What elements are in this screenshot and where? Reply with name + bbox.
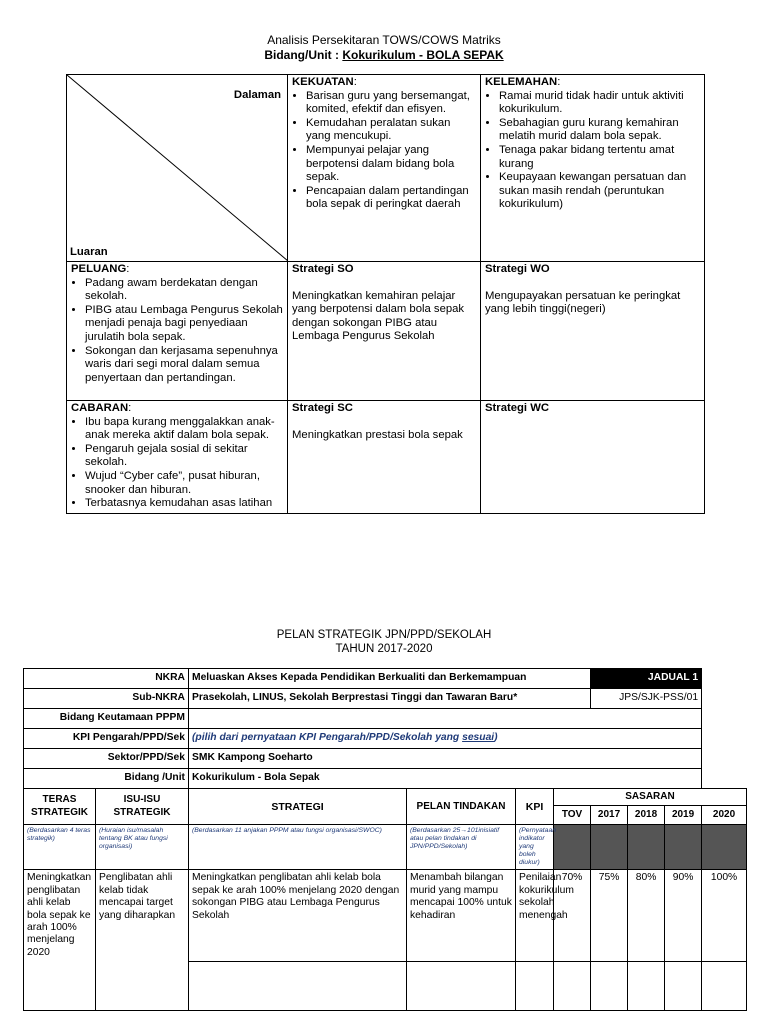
- note-isu: (Huraian isu/masalah tentang BK atau fungsi organisasi): [96, 825, 189, 870]
- luaran-label: Luaran: [70, 246, 108, 259]
- shaded-cell: [554, 825, 591, 870]
- strategi-sc-cell: [288, 401, 481, 514]
- list-item: • Pengaruh gejala sosial di sekitar sekolah.: [85, 443, 283, 470]
- list-item: • Kemudahan peralatan sukan yang mencukupi.: [306, 117, 476, 144]
- header-pelan-tindakan: PELAN TINDAKAN: [407, 789, 516, 825]
- tows-bidang-label: Bidang/Unit :: [264, 48, 343, 62]
- tows-matrix-table: [66, 74, 705, 514]
- jadual-badge: JADUAL 1: [591, 669, 702, 689]
- list-item: • PIBG atau Lembaga Pengurus Sekolah menjadi penaja bagi penyediaan jurulatih bola sepak.: [85, 304, 283, 345]
- list-item: • Ibu bapa kurang menggalakkan anak-anak mereka aktif dalam bola sepak.: [85, 416, 283, 443]
- dalaman-luaran-cell: [67, 75, 288, 262]
- shaded-cell: [628, 825, 665, 870]
- dalaman-label: Dalaman: [233, 89, 281, 101]
- empty-cell: [702, 962, 747, 1011]
- sasaran-2020: 100%: [702, 870, 747, 962]
- kekuatan-cell: KEKUATAN: • Barisan guru yang bersemangat, komited, efektif dan efisyen. • Kemudahan peralatan sukan yang mencukupi. • Mempunyai pelajar yang berpotensi dalam bidang bola sepak. • Pencapaian dalam pertandingan bola sepak di peringkat daerah: [288, 75, 481, 262]
- strategi-wo-cell: [481, 262, 705, 401]
- note-kpi: (Pernyataan indikator yang boleh diukur): [516, 825, 554, 870]
- sektor-label: Sektor/PPD/Sek: [24, 749, 189, 769]
- tows-bidang-value: Kokurikulum - BOLA SEPAK: [342, 48, 504, 62]
- header-kpi: KPI: [516, 789, 554, 825]
- bidang-pppm-label: Bidang Keutamaan PPPM: [24, 709, 189, 729]
- kpi-pengarah-label: KPI Pengarah/PPD/Sek: [24, 729, 189, 749]
- kekuatan-heading: KEKUATAN: [292, 76, 354, 88]
- bidang-unit-label: Bidang /Unit: [24, 769, 189, 789]
- empty-cell: [554, 962, 591, 1011]
- sasaran-2017: 75%: [591, 870, 628, 962]
- list-item: • Wujud “Cyber cafe”, pusat hiburan, snooker dan hiburan.: [85, 470, 283, 497]
- list-item: • Padang awam berdekatan dengan sekolah.: [85, 277, 283, 304]
- isu-value: Penglibatan ahli kelab tidak mencapai target yang diharapkan: [96, 870, 189, 1011]
- peluang-list: [71, 277, 283, 386]
- sasaran-2019: 90%: [665, 870, 702, 962]
- list-item: • Ramai murid tidak hadir untuk aktiviti kokurikulum.: [499, 90, 700, 117]
- bidang-pppm-value: [189, 709, 702, 729]
- header-year-2019: 2019: [665, 806, 702, 825]
- strategi-wo-text: Mengupayakan persatuan ke peringkat yang lebih tinggi(negeri): [485, 289, 681, 316]
- header-isu: ISU-ISU STRATEGIK: [96, 789, 189, 825]
- tows-title: Analisis Persekitaran TOWS/COWS Matriks: [267, 33, 501, 47]
- kpi-value: Penilaian kokurikulum sekolah menengah: [516, 870, 554, 962]
- kelemahan-cell: KELEMAHAN: • Ramai murid tidak hadir untuk aktiviti kokurikulum. • Sebahagian guru kurang kemahiran melatih murid dalam bola sepak. • Tenaga pakar bidang tertentu amat kurang • Keupayaan kewangan persatuan dan sukan masih rendah (peruntukan kokurikulum): [481, 75, 705, 262]
- list-item: • Sebahagian guru kurang kemahiran melatih murid dalam bola sepak.: [499, 117, 700, 144]
- sasaran-2018: 80%: [628, 870, 665, 962]
- strategi-sc-heading: Strategi SC: [292, 402, 353, 414]
- cabaran-heading: CABARAN: [71, 402, 129, 414]
- subnkra-label: Sub-NKRA: [24, 689, 189, 709]
- empty-cell: [516, 962, 554, 1011]
- list-item: • Keupayaan kewangan persatuan dan sukan masih rendah (peruntukan kokurikulum): [499, 171, 700, 212]
- empty-cell: [407, 962, 516, 1011]
- peluang-heading: PELUANG: [71, 263, 127, 275]
- teras-value: Meningkatkan penglibatan ahli kelab bola sepak ke arah 100% menjelang 2020: [24, 870, 96, 1011]
- diagonal-line: [67, 75, 288, 261]
- shaded-cell: [591, 825, 628, 870]
- kekuatan-list: [292, 90, 476, 212]
- subnkra-value: Prasekolah, LINUS, Sekolah Berprestasi Tinggi dan Tawaran Baru*: [189, 689, 591, 709]
- header-year-2020: 2020: [702, 806, 747, 825]
- shaded-cell: [702, 825, 747, 870]
- bidang-unit-value: Kokurikulum - Bola Sepak: [189, 769, 702, 789]
- note-pelan: (Berdasarkan 25→101inisiatif atau pelan tindakan di JPN/PPD/Sekolah): [407, 825, 516, 870]
- kpi-pengarah-value: [189, 729, 702, 749]
- strategi-value: Meningkatkan penglibatan ahli kelab bola sepak ke arah 100% menjelang 2020 dengan sokongan PIBG atau Lembaga Pengurus Sekolah: [189, 870, 407, 962]
- cabaran-list: [71, 416, 283, 511]
- kelemahan-list: [485, 90, 700, 212]
- kpi-value-pre: (pilih dari pernyataan KPI Pengarah/PPD/Sekolah yang: [192, 732, 463, 744]
- kelemahan-heading: KELEMAHAN: [485, 76, 558, 88]
- nkra-label: NKRA: [24, 669, 189, 689]
- pelan-strategik-table: [23, 668, 747, 1011]
- list-item: • Tenaga pakar bidang tertentu amat kurang: [499, 144, 700, 171]
- peluang-cell: PELUANG: • Padang awam berdekatan dengan sekolah. • PIBG atau Lembaga Pengurus Sekolah menjadi penaja bagi penyediaan jurulatih bola sepak. • Sokongan dan kerjasama sepenuhnya waris dari segi moral dalam semua penyertaan dan pertandingan.: [67, 262, 288, 401]
- empty-cell: [189, 962, 407, 1011]
- list-item: • Terbatasnya kemudahan asas latihan: [85, 497, 283, 511]
- header-year-tov: TOV: [554, 806, 591, 825]
- sesuai-link[interactable]: sesuai: [462, 732, 495, 744]
- shaded-cell: [665, 825, 702, 870]
- list-item: • Sokongan dan kerjasama sepenuhnya waris dari segi moral dalam semua penyertaan dan pertandingan.: [85, 345, 283, 386]
- cabaran-cell: CABARAN: • Ibu bapa kurang menggalakkan anak-anak mereka aktif dalam bola sepak. • Pengaruh gejala sosial di sekitar sekolah. • Wujud “Cyber cafe”, pusat hiburan, snooker dan hiburan. • Terbatasnya kemudahan asas latihan: [67, 401, 288, 514]
- empty-cell: [628, 962, 665, 1011]
- strategi-wo-heading: Strategi WO: [485, 263, 550, 275]
- strategi-so-cell: [288, 262, 481, 401]
- empty-cell: [665, 962, 702, 1011]
- list-item: • Pencapaian dalam pertandingan bola sepak di peringkat daerah: [306, 185, 476, 212]
- header-strategi: STRATEGI: [189, 789, 407, 825]
- kpi-value-post: ): [494, 732, 498, 744]
- header-year-2017: 2017: [591, 806, 628, 825]
- pelan-tindakan-value: Menambah bilangan murid yang mampu mencapai 100% untuk kehadiran: [407, 870, 516, 962]
- header-year-2018: 2018: [628, 806, 665, 825]
- strategi-wc-cell: [481, 401, 705, 514]
- nkra-value: Meluaskan Akses Kepada Pendidikan Berkualiti dan Berkemampuan: [189, 669, 591, 689]
- header-sasaran: SASARAN: [554, 789, 747, 806]
- strategi-so-text: Meningkatkan kemahiran pelajar yang berpotensi dalam bola sepak dengan sokongan PIBG atau Lembaga Pengurus Sekolah: [292, 289, 465, 343]
- document-code: JPS/SJK-PSS/01: [591, 689, 702, 709]
- strategi-sc-text: Meningkatkan prestasi bola sepak: [292, 428, 463, 441]
- pelan-subtitle: TAHUN 2017-2020: [335, 643, 433, 655]
- strategi-so-heading: Strategi SO: [292, 263, 354, 275]
- note-strategi: (Berdasarkan 11 anjakan PPPM atau fungsi organisasi/SWOC): [189, 825, 407, 870]
- list-item: • Mempunyai pelajar yang berpotensi dalam bidang bola sepak.: [306, 144, 476, 185]
- header-teras: TERAS STRATEGIK: [24, 789, 96, 825]
- sasaran-tov: 70%: [554, 870, 591, 962]
- tows-bidang: [0, 48, 768, 62]
- note-teras: (Berdasarkan 4 teras strategik): [24, 825, 96, 870]
- list-item: • Barisan guru yang bersemangat, komited, efektif dan efisyen.: [306, 90, 476, 117]
- sektor-value: SMK Kampong Soeharto: [189, 749, 702, 769]
- empty-cell: [591, 962, 628, 1011]
- pelan-title: PELAN STRATEGIK JPN/PPD/SEKOLAH: [276, 629, 492, 641]
- strategi-wc-heading: Strategi WC: [485, 402, 550, 414]
